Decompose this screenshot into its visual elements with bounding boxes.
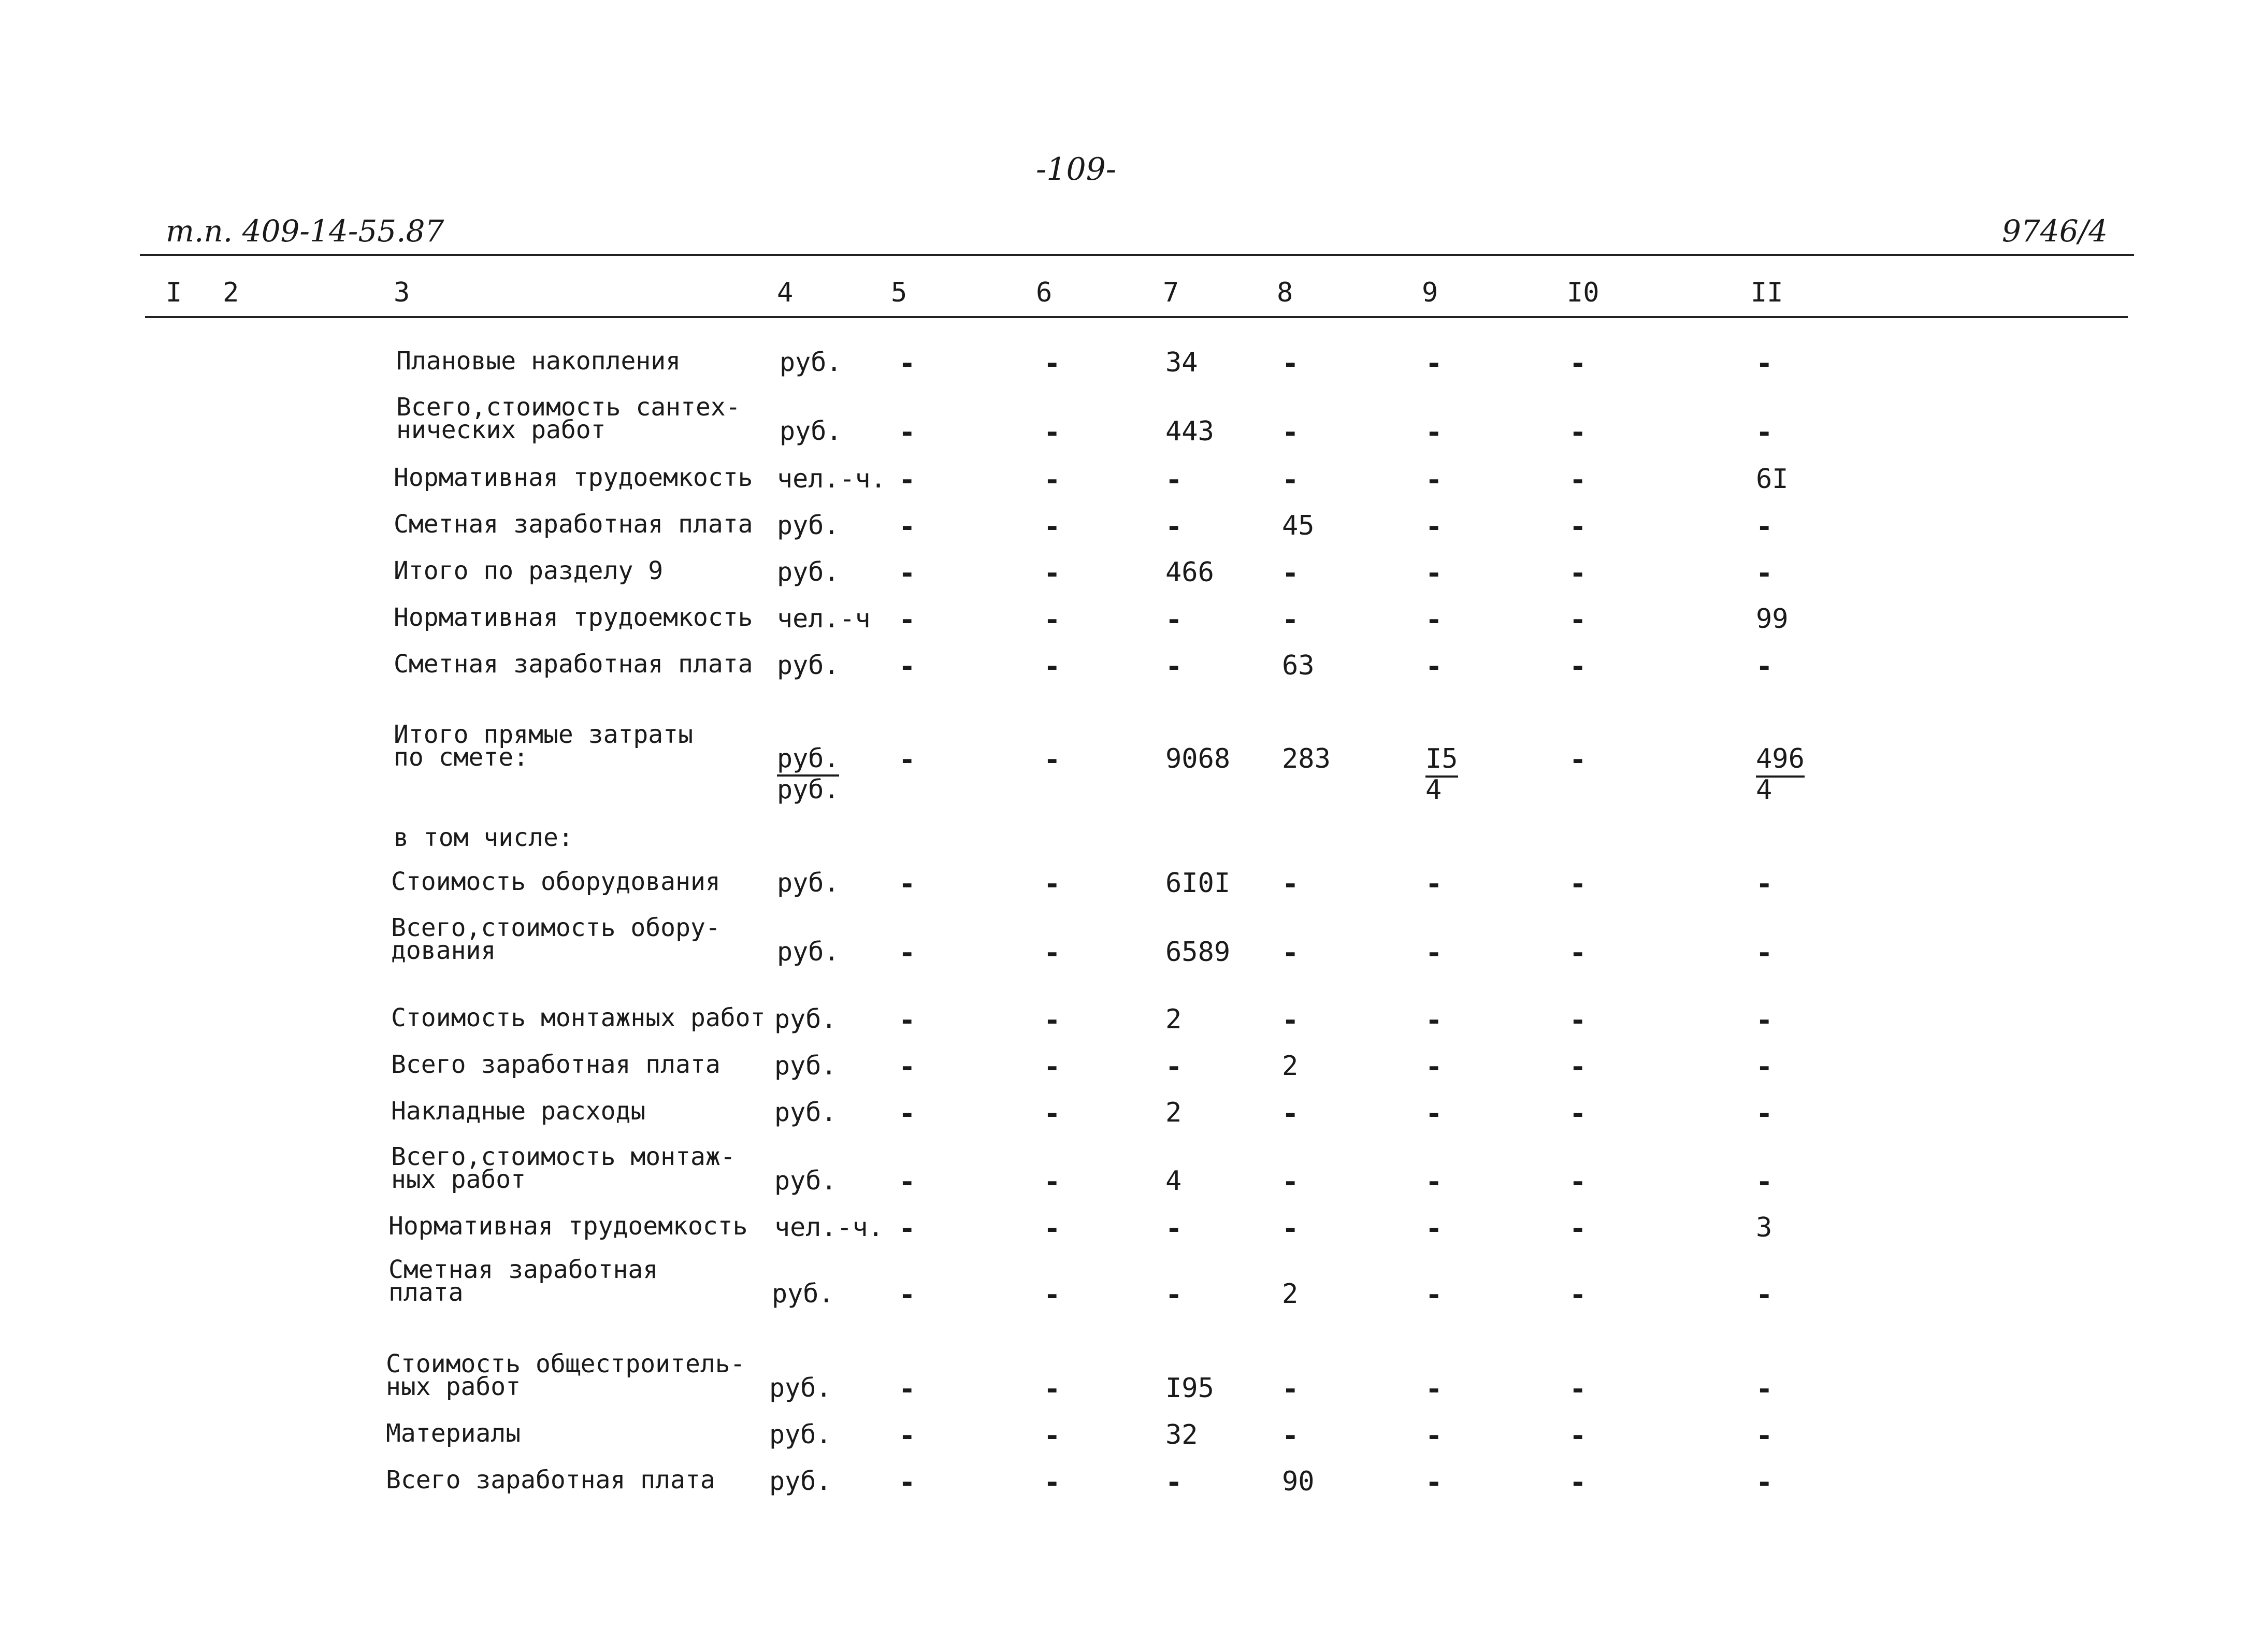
cell-c5: -: [899, 347, 916, 380]
cell-c8: -: [1282, 1419, 1299, 1452]
cell-c7: 34: [1165, 347, 1198, 378]
cell-c8: 283: [1282, 743, 1331, 774]
cell-c5: -: [899, 510, 916, 543]
row-label: Нормативная трудоемкость: [388, 1212, 748, 1241]
cell-c8: 90: [1282, 1466, 1315, 1497]
cell-c5: -: [899, 464, 916, 496]
cell-c6: -: [1044, 1004, 1061, 1037]
document-code: т.п. 409-14-55.87: [166, 213, 444, 249]
cell-c8: -: [1282, 464, 1299, 496]
cell-c6: -: [1044, 557, 1061, 590]
cell-c7: -: [1165, 510, 1183, 543]
cell-c6: -: [1044, 1212, 1061, 1245]
cell-c10: -: [1569, 464, 1587, 496]
cell-c5: -: [899, 650, 916, 683]
cell-c8: -: [1282, 1097, 1299, 1130]
cell-c10: -: [1569, 650, 1587, 683]
cell-c10: -: [1569, 1004, 1587, 1037]
cell-c10: -: [1569, 937, 1587, 969]
row-label: Сметная заработная плата: [394, 650, 753, 679]
row-label: Стоимость монтажных работ: [391, 1003, 766, 1032]
cell-c5: -: [899, 1051, 916, 1083]
cell-c5: -: [899, 1097, 916, 1130]
document-code-right: 9746/4: [2002, 213, 2108, 249]
unit-cell: руб.: [774, 1051, 837, 1081]
row-label: Нормативная трудоемкость: [394, 603, 753, 632]
cell-c11: 6I: [1756, 464, 1789, 495]
cell-c9: -: [1425, 604, 1443, 636]
unit-cell-secondary: руб.: [777, 774, 840, 805]
top-rule: [140, 254, 2134, 256]
cell-c8: 45: [1282, 510, 1315, 541]
cell-c10: -: [1569, 510, 1587, 543]
cell-c9: -: [1425, 510, 1443, 543]
column-header-11: II: [1751, 277, 1783, 308]
row-label: дования: [391, 936, 496, 965]
cell-c5: -: [899, 1373, 916, 1405]
cell-c9: -: [1425, 1166, 1443, 1198]
cell-c7: 6I0I: [1165, 868, 1231, 899]
row-label: Сметная заработная плата: [394, 510, 753, 539]
cell-c8: -: [1282, 347, 1299, 380]
cell-c6: -: [1044, 1051, 1061, 1083]
cell-c9: -: [1425, 1373, 1443, 1405]
row-label: по смете:: [394, 743, 529, 772]
cell-c11: -: [1756, 1051, 1773, 1083]
cell-c8: -: [1282, 1212, 1299, 1245]
cell-c11: -: [1756, 1004, 1773, 1037]
unit-cell: руб.: [769, 1373, 832, 1403]
cell-c10: -: [1569, 1466, 1587, 1499]
column-header-1: I: [166, 277, 182, 308]
row-label: Нормативная трудоемкость: [394, 463, 753, 492]
column-header-10: I0: [1567, 277, 1599, 308]
cell-c5: -: [899, 937, 916, 969]
cell-c11: -: [1756, 1166, 1773, 1198]
unit-cell: руб.: [774, 1004, 837, 1034]
cell-c9: -: [1425, 1466, 1443, 1499]
cell-c6: -: [1044, 1097, 1061, 1130]
cell-c8: 2: [1282, 1051, 1299, 1082]
cell-c9: -: [1425, 1278, 1443, 1311]
cell-c5: -: [899, 1212, 916, 1245]
cell-c9: -: [1425, 937, 1443, 969]
column-header-5: 5: [891, 277, 907, 308]
cell-c9: -: [1425, 868, 1443, 900]
cell-c5: -: [899, 604, 916, 636]
cell-c7: -: [1165, 1051, 1183, 1083]
unit-cell: руб.: [772, 1278, 834, 1309]
cell-c7: 4: [1165, 1166, 1182, 1197]
row-label: Всего заработная плата: [386, 1466, 715, 1495]
cell-c6: -: [1044, 1419, 1061, 1452]
cell-c7: -: [1165, 650, 1183, 683]
cell-c11: -: [1756, 416, 1773, 449]
cell-c6: -: [1044, 1373, 1061, 1405]
cell-c11: -: [1756, 347, 1773, 380]
cell-c8: -: [1282, 416, 1299, 449]
row-label: в том числе:: [394, 823, 573, 852]
cell-c7: 32: [1165, 1419, 1198, 1450]
unit-cell: руб.: [777, 937, 840, 967]
cell-c7: 9068: [1165, 743, 1231, 774]
cell-c10: -: [1569, 1419, 1587, 1452]
cell-c10: -: [1569, 1051, 1587, 1083]
cell-c10: -: [1569, 1278, 1587, 1311]
cell-c9: -: [1425, 416, 1443, 449]
cell-c6: -: [1044, 464, 1061, 496]
cell-c6: -: [1044, 1166, 1061, 1198]
unit-cell: руб.: [777, 557, 840, 587]
row-label: ных работ: [386, 1372, 521, 1401]
cell-c9: -: [1425, 347, 1443, 380]
column-header-6: 6: [1036, 277, 1053, 308]
row-label: Итого по разделу 9: [394, 556, 664, 585]
row-label: Всего,стоимость сантех-: [396, 393, 741, 422]
cell-c8: -: [1282, 1166, 1299, 1198]
cell-c7: 2: [1165, 1004, 1182, 1035]
cell-c5: -: [899, 868, 916, 900]
cell-c7: 2: [1165, 1097, 1182, 1128]
page-number: -109-: [1036, 151, 1117, 188]
cell-c5: -: [899, 1004, 916, 1037]
row-label: плата: [388, 1278, 464, 1307]
cell-c9: -: [1425, 1051, 1443, 1083]
cell-c6: -: [1044, 868, 1061, 900]
cell-c7: I95: [1165, 1373, 1214, 1404]
cell-c10: -: [1569, 1373, 1587, 1405]
cell-c11: -: [1756, 937, 1773, 969]
cell-c5: -: [899, 1466, 916, 1499]
row-label: Плановые накопления: [396, 347, 681, 376]
cell-c6: -: [1044, 416, 1061, 449]
cell-c8: -: [1282, 1004, 1299, 1037]
cell-c9: I5: [1425, 743, 1458, 778]
cell-c9: -: [1425, 650, 1443, 683]
cell-c10: -: [1569, 557, 1587, 590]
column-header-8: 8: [1277, 277, 1293, 308]
cell-c5: -: [899, 1278, 916, 1311]
cell-c6: -: [1044, 1466, 1061, 1499]
column-header-7: 7: [1163, 277, 1179, 308]
cell-c9: -: [1425, 1419, 1443, 1452]
unit-cell: руб.: [780, 416, 842, 446]
unit-cell: руб.: [774, 1166, 837, 1196]
cell-c6: -: [1044, 743, 1061, 776]
cell-c10: -: [1569, 868, 1587, 900]
cell-c8: -: [1282, 868, 1299, 900]
unit-cell: руб.: [769, 1419, 832, 1449]
row-label: Всего,стоимость монтаж-: [391, 1142, 736, 1171]
cell-c11: 496: [1756, 743, 1805, 778]
cell-c6: -: [1044, 347, 1061, 380]
cell-c11: -: [1756, 868, 1773, 900]
column-header-4: 4: [777, 277, 794, 308]
cell-c9: -: [1425, 1097, 1443, 1130]
cell-c11: 99: [1756, 604, 1789, 635]
cell-c11: 3: [1756, 1212, 1772, 1243]
column-header-2: 2: [223, 277, 239, 308]
cell-c8: -: [1282, 604, 1299, 636]
unit-cell: руб.: [777, 868, 840, 898]
cell-c7: -: [1165, 604, 1183, 636]
cell-c11: -: [1756, 1419, 1773, 1452]
cell-c7: -: [1165, 1466, 1183, 1499]
cell-c9: -: [1425, 464, 1443, 496]
cell-c11: -: [1756, 650, 1773, 683]
cell-c9: -: [1425, 1004, 1443, 1037]
unit-cell: чел.-ч: [777, 604, 871, 634]
header-rule: [145, 316, 2128, 318]
cell-c11-denominator: 4: [1756, 774, 1772, 806]
cell-c10: -: [1569, 416, 1587, 449]
unit-cell: руб.: [769, 1466, 832, 1496]
cell-c6: -: [1044, 650, 1061, 683]
row-label: ных работ: [391, 1165, 526, 1194]
cell-c8: -: [1282, 1373, 1299, 1405]
cell-c10: -: [1569, 347, 1587, 380]
cell-c7: 6589: [1165, 937, 1231, 968]
cell-c11: -: [1756, 1097, 1773, 1130]
row-label: Сметная заработная: [388, 1255, 658, 1284]
cell-c5: -: [899, 557, 916, 590]
cell-c6: -: [1044, 1278, 1061, 1311]
column-header-9: 9: [1422, 277, 1438, 308]
row-label: Всего заработная плата: [391, 1050, 720, 1079]
cell-c10: -: [1569, 1097, 1587, 1130]
unit-cell: руб.: [774, 1097, 837, 1127]
cell-c7: -: [1165, 1212, 1183, 1245]
cell-c9: -: [1425, 1212, 1443, 1245]
cell-c7: 443: [1165, 416, 1214, 447]
cell-c6: -: [1044, 510, 1061, 543]
cell-c11: -: [1756, 1278, 1773, 1311]
cell-c11: -: [1756, 1373, 1773, 1405]
unit-cell: руб.: [777, 650, 840, 680]
cell-c7: 466: [1165, 557, 1214, 588]
cell-c7: -: [1165, 1278, 1183, 1311]
row-label: нических работ: [396, 415, 606, 444]
cell-c8: 2: [1282, 1278, 1299, 1310]
column-header-3: 3: [394, 277, 410, 308]
cell-c8: -: [1282, 937, 1299, 969]
row-label: Всего,стоимость обору-: [391, 913, 720, 942]
cell-c8: -: [1282, 557, 1299, 590]
cell-c5: -: [899, 1166, 916, 1198]
unit-cell: руб.: [780, 347, 842, 377]
unit-cell: чел.-ч.: [777, 464, 886, 494]
unit-cell: руб.: [777, 510, 840, 540]
cell-c5: -: [899, 743, 916, 776]
row-label: Итого прямые затраты: [394, 720, 693, 749]
unit-cell: чел.-ч.: [774, 1212, 884, 1242]
cell-c5: -: [899, 1419, 916, 1452]
row-label: Материалы: [386, 1419, 521, 1448]
cell-c7: -: [1165, 464, 1183, 496]
cell-c11: -: [1756, 510, 1773, 543]
cell-c5: -: [899, 416, 916, 449]
row-label: Накладные расходы: [391, 1097, 646, 1126]
cell-c6: -: [1044, 604, 1061, 636]
cell-c8: 63: [1282, 650, 1315, 681]
cell-c9: -: [1425, 557, 1443, 590]
cell-c10: -: [1569, 1166, 1587, 1198]
cell-c10: -: [1569, 743, 1587, 776]
cell-c9-denominator: 4: [1425, 774, 1442, 806]
row-label: Стоимость оборудования: [391, 867, 720, 896]
cell-c11: -: [1756, 557, 1773, 590]
unit-cell: руб.: [777, 743, 839, 777]
cell-c6: -: [1044, 937, 1061, 969]
cell-c10: -: [1569, 604, 1587, 636]
row-label: Стоимость общестроитель-: [386, 1349, 745, 1378]
cell-c11: -: [1756, 1466, 1773, 1499]
cell-c10: -: [1569, 1212, 1587, 1245]
